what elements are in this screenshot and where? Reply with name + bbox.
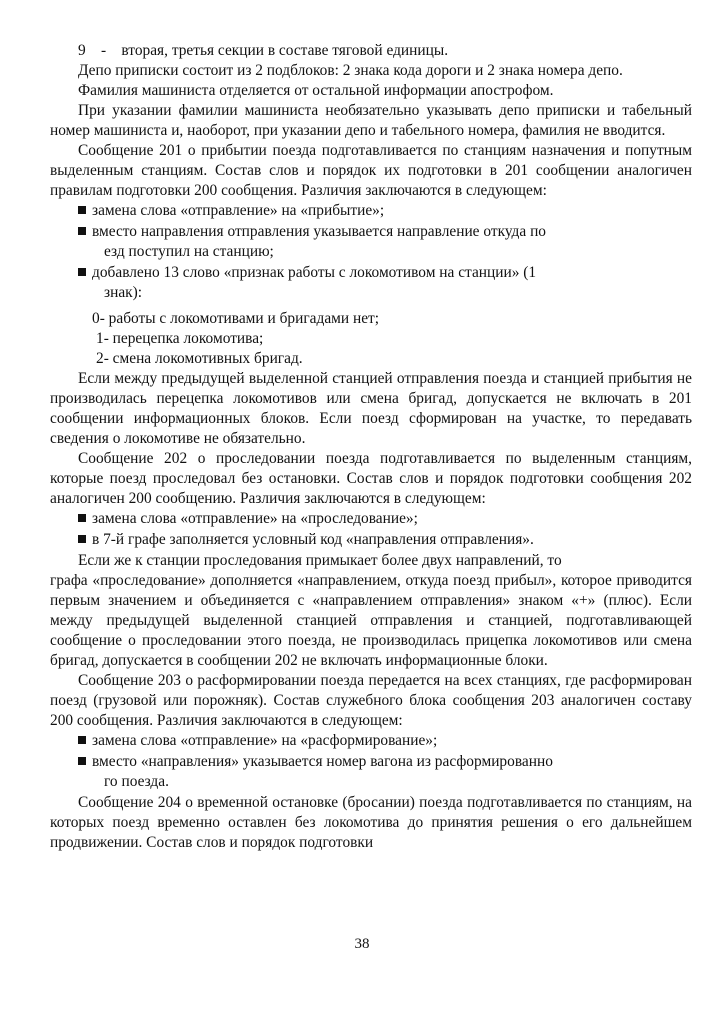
header-number: 9 <box>78 42 86 59</box>
paragraph-surname: Фамилия машиниста отделяется от остальной информации апострофом. <box>78 82 554 99</box>
code-item: 1- перецепка локомотива; <box>96 330 264 347</box>
code-list <box>50 309 692 369</box>
header-text: вторая, третья секции в составе тяговой единицы. <box>121 42 449 59</box>
paragraph-202-more-2: графа «проследование» дополняется «направлением, откуда поезд прибыл», которое приводится первым значением и объединяется с «направлением отправления» знаком «+» (плюс). Если между предыдущей выделенной станцией отправления и станцией, подготавливающей сообщение о проследовании этого поезда, не производилась прицепка локомотивов или смена бригад, допускается в сообщении 202 не включать информационные блоки. <box>50 572 692 669</box>
page-number: 38 <box>354 936 370 952</box>
bullet-square-icon <box>78 535 86 543</box>
paragraph-message-203: Сообщение 203 о расформировании поезда передается на всех станциях, где расформирован поезд (грузовой или порожняк). Состав служебного блока сообщения 203 аналогичен составу 200 сообщения. Различия заключаются в следующем: <box>50 672 692 729</box>
bullet-square-icon <box>78 736 86 744</box>
list-item: замена слова «отправление» на «проследование»; <box>78 509 692 529</box>
code-item: 2- смена локомотивных бригад. <box>96 350 303 367</box>
bullet-square-icon <box>78 206 86 214</box>
header-line <box>50 41 692 61</box>
bullet-square-icon <box>78 268 86 276</box>
list-203 <box>50 731 692 792</box>
list-202 <box>50 509 692 550</box>
bullet-square-icon <box>78 514 86 522</box>
paragraph-depot: Депо приписки состоит из 2 подблоков: 2 знака кода дороги и 2 знака номера депо. <box>78 62 623 79</box>
paragraph-message-202: Сообщение 202 о проследовании поезда подготавливается по выделенным станциям, которые поезд проследовал без остановки. Состав слов и порядок подготовки сообщения 202 аналогичен 200 сообщению. Различия заключаются в следующем: <box>50 450 692 507</box>
list-item: в 7-й графе заполняется условный код «направления отправления». <box>78 530 692 550</box>
list-201 <box>50 201 692 303</box>
bullet-square-icon <box>78 227 86 235</box>
paragraph-message-204: Сообщение 204 о временной остановке (бросании) поезда подготавливается по станциям, на которых поезд временно оставлен без локомотива до принятия решения о его дальнейшем продвижении. Состав слов и порядок подготовки <box>50 794 692 851</box>
paragraph-surname-rule: При указании фамилии машиниста необязательно указывать депо приписки и табельный номер машиниста и, наоборот, при указании депо и табельного номера, фамилия не вводится. <box>50 102 692 139</box>
list-item: добавлено 13 слово «признак работы с локомотивом на станции» (1 знак): <box>78 263 692 303</box>
list-item: замена слова «отправление» на «расформирование»; <box>78 731 692 751</box>
list-item: вместо направления отправления указывается направление откуда по езд поступил на станцию; <box>78 222 692 262</box>
paragraph-message-201: Сообщение 201 о прибытии поезда подготавливается по станциям назначения и попутным выделенным станциям. Состав слов и порядок их подготовки в 201 сообщении аналогичен правилам подготовки 200 сообщения. Различия заключаются в следующем: <box>50 142 692 199</box>
paragraph-202-more-1: Если же к станции проследования примыкает более двух направлений, то <box>78 552 562 569</box>
header-dash: - <box>100 42 107 59</box>
list-item: вместо «направления» указывается номер вагона из расформированно го поезда. <box>78 752 692 792</box>
paragraph-after-201: Если между предыдущей выделенной станцией отправления поезда и станцией прибытия не производилась перецепка локомотивов или смена бригад, допускается не включать в 201 сообщении информационных блоков. Если поезд сформирован на участке, то передавать сведения о локомотиве не обязательно. <box>50 370 692 447</box>
list-item: замена слова «отправление» на «прибытие»; <box>78 201 692 221</box>
code-item: 0- работы с локомотивами и бригадами нет; <box>92 310 380 327</box>
bullet-square-icon <box>78 757 86 765</box>
